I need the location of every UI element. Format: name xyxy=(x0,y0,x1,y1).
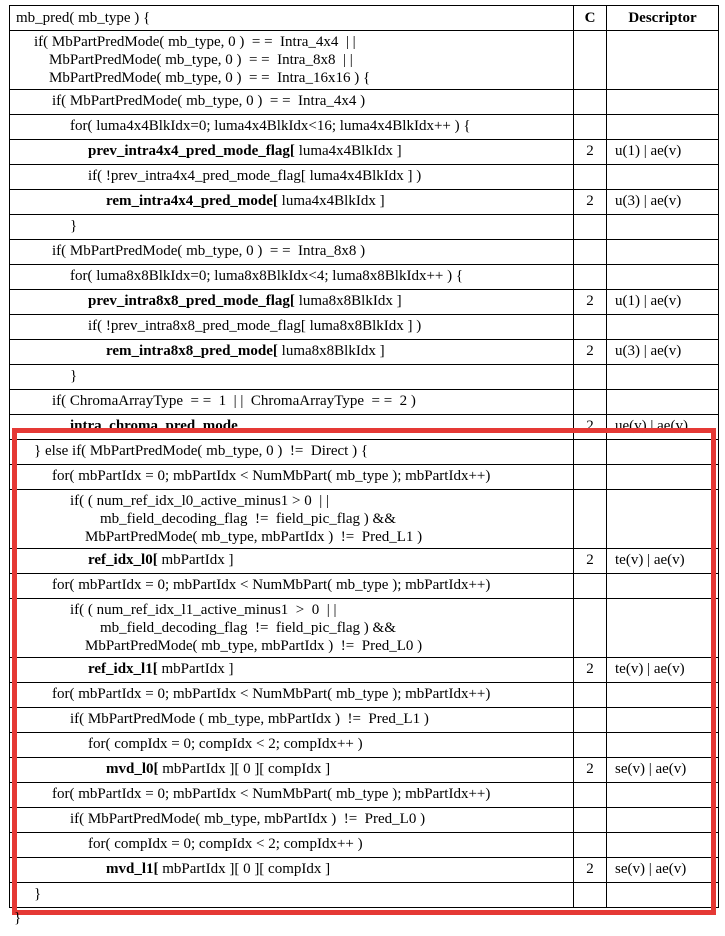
syntax-line: MbPartPredMode( mb_type, mbPartIdx ) != Pred_L0 ) xyxy=(70,638,423,654)
category-cell: 2 xyxy=(574,549,607,574)
descriptor-cell xyxy=(607,465,719,490)
table-row xyxy=(10,115,719,140)
syntax-cell xyxy=(10,290,574,315)
table-row xyxy=(10,758,719,783)
category-cell xyxy=(574,599,607,658)
descriptor-cell: te(v) | ae(v) xyxy=(607,549,719,574)
descriptor-cell xyxy=(607,883,719,908)
table-row xyxy=(10,31,719,90)
syntax-cell xyxy=(10,90,574,115)
descriptor-cell xyxy=(607,683,719,708)
syntax-line: } xyxy=(70,368,78,384)
table-row xyxy=(10,290,719,315)
syntax-element-name: mvd_l1[ xyxy=(106,861,163,877)
syntax-cell xyxy=(10,658,574,683)
syntax-line: for( luma8x8BlkIdx=0; luma8x8BlkIdx<4; luma8x8BlkIdx++ ) { xyxy=(70,268,464,284)
descriptor-cell: u(3) | ae(v) xyxy=(607,340,719,365)
syntax-element-index: mbPartIdx ] xyxy=(161,661,234,677)
syntax-cell xyxy=(10,31,574,90)
table-row xyxy=(10,190,719,215)
table-row xyxy=(10,465,719,490)
descriptor-cell xyxy=(607,808,719,833)
descriptor-cell xyxy=(607,215,719,240)
syntax-line: MbPartPredMode( mb_type, mbPartIdx ) != Pred_L1 ) xyxy=(70,529,423,545)
descriptor-cell xyxy=(607,783,719,808)
table-row xyxy=(10,365,719,390)
category-cell xyxy=(574,365,607,390)
syntax-line: for( mbPartIdx = 0; mbPartIdx < NumMbPart( mb_type ); mbPartIdx++) xyxy=(52,468,491,484)
syntax-element-name: rem_intra4x4_pred_mode[ xyxy=(106,193,282,209)
table-row xyxy=(10,265,719,290)
table-row xyxy=(10,165,719,190)
syntax-element-index: mbPartIdx ][ 0 ][ compIdx ] xyxy=(162,861,331,877)
syntax-cell xyxy=(10,365,574,390)
table-row xyxy=(10,90,719,115)
table-row xyxy=(10,340,719,365)
descriptor-cell: se(v) | ae(v) xyxy=(607,758,719,783)
syntax-line: mb_field_decoding_flag != field_pic_flag ) && xyxy=(70,511,396,527)
syntax-cell xyxy=(10,165,574,190)
syntax-cell xyxy=(10,708,574,733)
syntax-table xyxy=(9,5,719,908)
syntax-line: if( MbPartPredMode( mb_type, 0 ) = = Intra_4x4 | | xyxy=(34,34,356,50)
descriptor-cell xyxy=(607,115,719,140)
syntax-cell xyxy=(10,140,574,165)
category-cell xyxy=(574,574,607,599)
syntax-cell xyxy=(10,465,574,490)
syntax-cell xyxy=(10,858,574,883)
syntax-element-index: luma4x4BlkIdx ] xyxy=(298,143,402,159)
closing-brace: } xyxy=(14,910,22,926)
syntax-line: if( !prev_intra4x4_pred_mode_flag[ luma4x4BlkIdx ] ) xyxy=(88,168,422,184)
syntax-line: if( MbPartPredMode( mb_type, 0 ) = = Intra_4x4 ) xyxy=(52,93,366,109)
syntax-element-name: mvd_l0[ xyxy=(106,761,163,777)
descriptor-cell: se(v) | ae(v) xyxy=(607,858,719,883)
syntax-line: if( !prev_intra8x8_pred_mode_flag[ luma8x8BlkIdx ] ) xyxy=(88,318,422,334)
descriptor-cell xyxy=(607,265,719,290)
syntax-element-index: luma8x8BlkIdx ] xyxy=(281,343,385,359)
category-cell xyxy=(574,315,607,340)
syntax-line: } xyxy=(34,886,42,902)
syntax-cell xyxy=(10,215,574,240)
table-row xyxy=(10,708,719,733)
syntax-element-name: prev_intra8x8_pred_mode_flag[ xyxy=(88,293,299,309)
descriptor-cell: u(1) | ae(v) xyxy=(607,140,719,165)
syntax-cell xyxy=(10,390,574,415)
syntax-line: for( compIdx = 0; compIdx < 2; compIdx++ ) xyxy=(88,736,363,752)
syntax-line: for( mbPartIdx = 0; mbPartIdx < NumMbPart( mb_type ); mbPartIdx++) xyxy=(52,577,491,593)
table-row xyxy=(10,415,719,440)
category-cell: 2 xyxy=(574,658,607,683)
syntax-cell xyxy=(10,599,574,658)
syntax-cell xyxy=(10,315,574,340)
category-cell xyxy=(574,265,607,290)
table-row xyxy=(10,574,719,599)
category-cell xyxy=(574,240,607,265)
category-cell xyxy=(574,683,607,708)
syntax-cell xyxy=(10,883,574,908)
syntax-line: mb_field_decoding_flag != field_pic_flag ) && xyxy=(70,620,396,636)
descriptor-cell xyxy=(607,165,719,190)
category-cell xyxy=(574,115,607,140)
syntax-element-name: prev_intra4x4_pred_mode_flag[ xyxy=(88,143,299,159)
syntax-line: } else if( MbPartPredMode( mb_type, 0 ) != Direct ) { xyxy=(34,443,369,459)
syntax-line: for( compIdx = 0; compIdx < 2; compIdx++ ) xyxy=(88,836,363,852)
syntax-element-name: ref_idx_l0[ xyxy=(88,552,162,568)
category-cell: 2 xyxy=(574,415,607,440)
category-cell xyxy=(574,390,607,415)
category-cell xyxy=(574,465,607,490)
syntax-element-index: luma4x4BlkIdx ] xyxy=(281,193,385,209)
syntax-line: for( mbPartIdx = 0; mbPartIdx < NumMbPart( mb_type ); mbPartIdx++) xyxy=(52,786,491,802)
descriptor-cell xyxy=(607,31,719,90)
descriptor-cell: u(3) | ae(v) xyxy=(607,190,719,215)
category-cell: 2 xyxy=(574,758,607,783)
syntax-element-index: mbPartIdx ][ 0 ][ compIdx ] xyxy=(162,761,331,777)
syntax-cell xyxy=(10,240,574,265)
descriptor-cell xyxy=(607,599,719,658)
syntax-line: MbPartPredMode( mb_type, 0 ) = = Intra_8x8 | | xyxy=(34,52,353,68)
descriptor-cell xyxy=(607,390,719,415)
syntax-cell xyxy=(10,783,574,808)
table-row xyxy=(10,440,719,465)
descriptor-cell xyxy=(607,90,719,115)
syntax-cell xyxy=(10,833,574,858)
table-row xyxy=(10,683,719,708)
category-cell xyxy=(574,490,607,549)
category-cell xyxy=(574,31,607,90)
syntax-cell xyxy=(10,808,574,833)
syntax-element-name: intra_chroma_pred_mode xyxy=(70,418,238,434)
syntax-cell xyxy=(10,115,574,140)
syntax-line: if( MbPartPredMode ( mb_type, mbPartIdx ) != Pred_L1 ) xyxy=(70,711,429,727)
syntax-cell xyxy=(10,340,574,365)
descriptor-cell xyxy=(607,490,719,549)
syntax-cell xyxy=(10,733,574,758)
category-cell: 2 xyxy=(574,190,607,215)
table-row xyxy=(10,733,719,758)
syntax-line: if( ( num_ref_idx_l1_active_minus1 > 0 | | xyxy=(70,602,337,618)
category-cell: 2 xyxy=(574,290,607,315)
syntax-rows xyxy=(10,31,719,908)
table-row xyxy=(10,315,719,340)
syntax-cell xyxy=(10,758,574,783)
table-row xyxy=(10,215,719,240)
table-row xyxy=(10,599,719,658)
table-row xyxy=(10,883,719,908)
syntax-header: mb_pred( mb_type ) { xyxy=(10,6,574,31)
table-row xyxy=(10,658,719,683)
syntax-line: if( ( num_ref_idx_l0_active_minus1 > 0 | | xyxy=(70,493,329,509)
descriptor-header: Descriptor xyxy=(607,6,719,31)
syntax-line: for( luma4x4BlkIdx=0; luma4x4BlkIdx<16; luma4x4BlkIdx++ ) { xyxy=(70,118,471,134)
syntax-line: if( ChromaArrayType = = 1 | | ChromaArrayType = = 2 ) xyxy=(52,393,416,409)
category-cell xyxy=(574,883,607,908)
descriptor-cell xyxy=(607,240,719,265)
syntax-line: MbPartPredMode( mb_type, 0 ) = = Intra_16x16 ) { xyxy=(34,70,371,86)
syntax-line: } xyxy=(70,218,78,234)
descriptor-cell xyxy=(607,440,719,465)
category-cell xyxy=(574,440,607,465)
table-row xyxy=(10,549,719,574)
syntax-cell xyxy=(10,415,574,440)
descriptor-cell xyxy=(607,365,719,390)
category-cell xyxy=(574,215,607,240)
syntax-line: for( mbPartIdx = 0; mbPartIdx < NumMbPart( mb_type ); mbPartIdx++) xyxy=(52,686,491,702)
syntax-cell xyxy=(10,574,574,599)
syntax-line: if( MbPartPredMode( mb_type, 0 ) = = Intra_8x8 ) xyxy=(52,243,366,259)
header-row xyxy=(10,6,719,31)
category-cell xyxy=(574,708,607,733)
category-cell: 2 xyxy=(574,340,607,365)
syntax-element-index: luma8x8BlkIdx ] xyxy=(298,293,402,309)
descriptor-cell xyxy=(607,833,719,858)
syntax-element-name: rem_intra8x8_pred_mode[ xyxy=(106,343,282,359)
syntax-element-index: mbPartIdx ] xyxy=(161,552,234,568)
descriptor-cell: u(1) | ae(v) xyxy=(607,290,719,315)
table-row xyxy=(10,833,719,858)
descriptor-cell xyxy=(607,574,719,599)
syntax-cell xyxy=(10,190,574,215)
syntax-cell xyxy=(10,549,574,574)
descriptor-cell xyxy=(607,733,719,758)
category-cell: 2 xyxy=(574,858,607,883)
descriptor-cell: ue(v) | ae(v) xyxy=(607,415,719,440)
syntax-cell xyxy=(10,440,574,465)
syntax-cell xyxy=(10,265,574,290)
category-cell xyxy=(574,733,607,758)
category-cell xyxy=(574,833,607,858)
table-row xyxy=(10,240,719,265)
syntax-line: if( MbPartPredMode( mb_type, mbPartIdx ) != Pred_L0 ) xyxy=(70,811,426,827)
descriptor-cell xyxy=(607,708,719,733)
syntax-element-name: ref_idx_l1[ xyxy=(88,661,162,677)
syntax-cell xyxy=(10,490,574,549)
category-cell xyxy=(574,808,607,833)
table-row xyxy=(10,858,719,883)
table-row xyxy=(10,808,719,833)
category-cell: 2 xyxy=(574,140,607,165)
category-cell xyxy=(574,783,607,808)
table-row xyxy=(10,783,719,808)
table-row xyxy=(10,490,719,549)
syntax-cell xyxy=(10,683,574,708)
table-row xyxy=(10,140,719,165)
descriptor-cell xyxy=(607,315,719,340)
category-cell xyxy=(574,165,607,190)
c-header: C xyxy=(574,6,607,31)
descriptor-cell: te(v) | ae(v) xyxy=(607,658,719,683)
table-row xyxy=(10,390,719,415)
category-cell xyxy=(574,90,607,115)
